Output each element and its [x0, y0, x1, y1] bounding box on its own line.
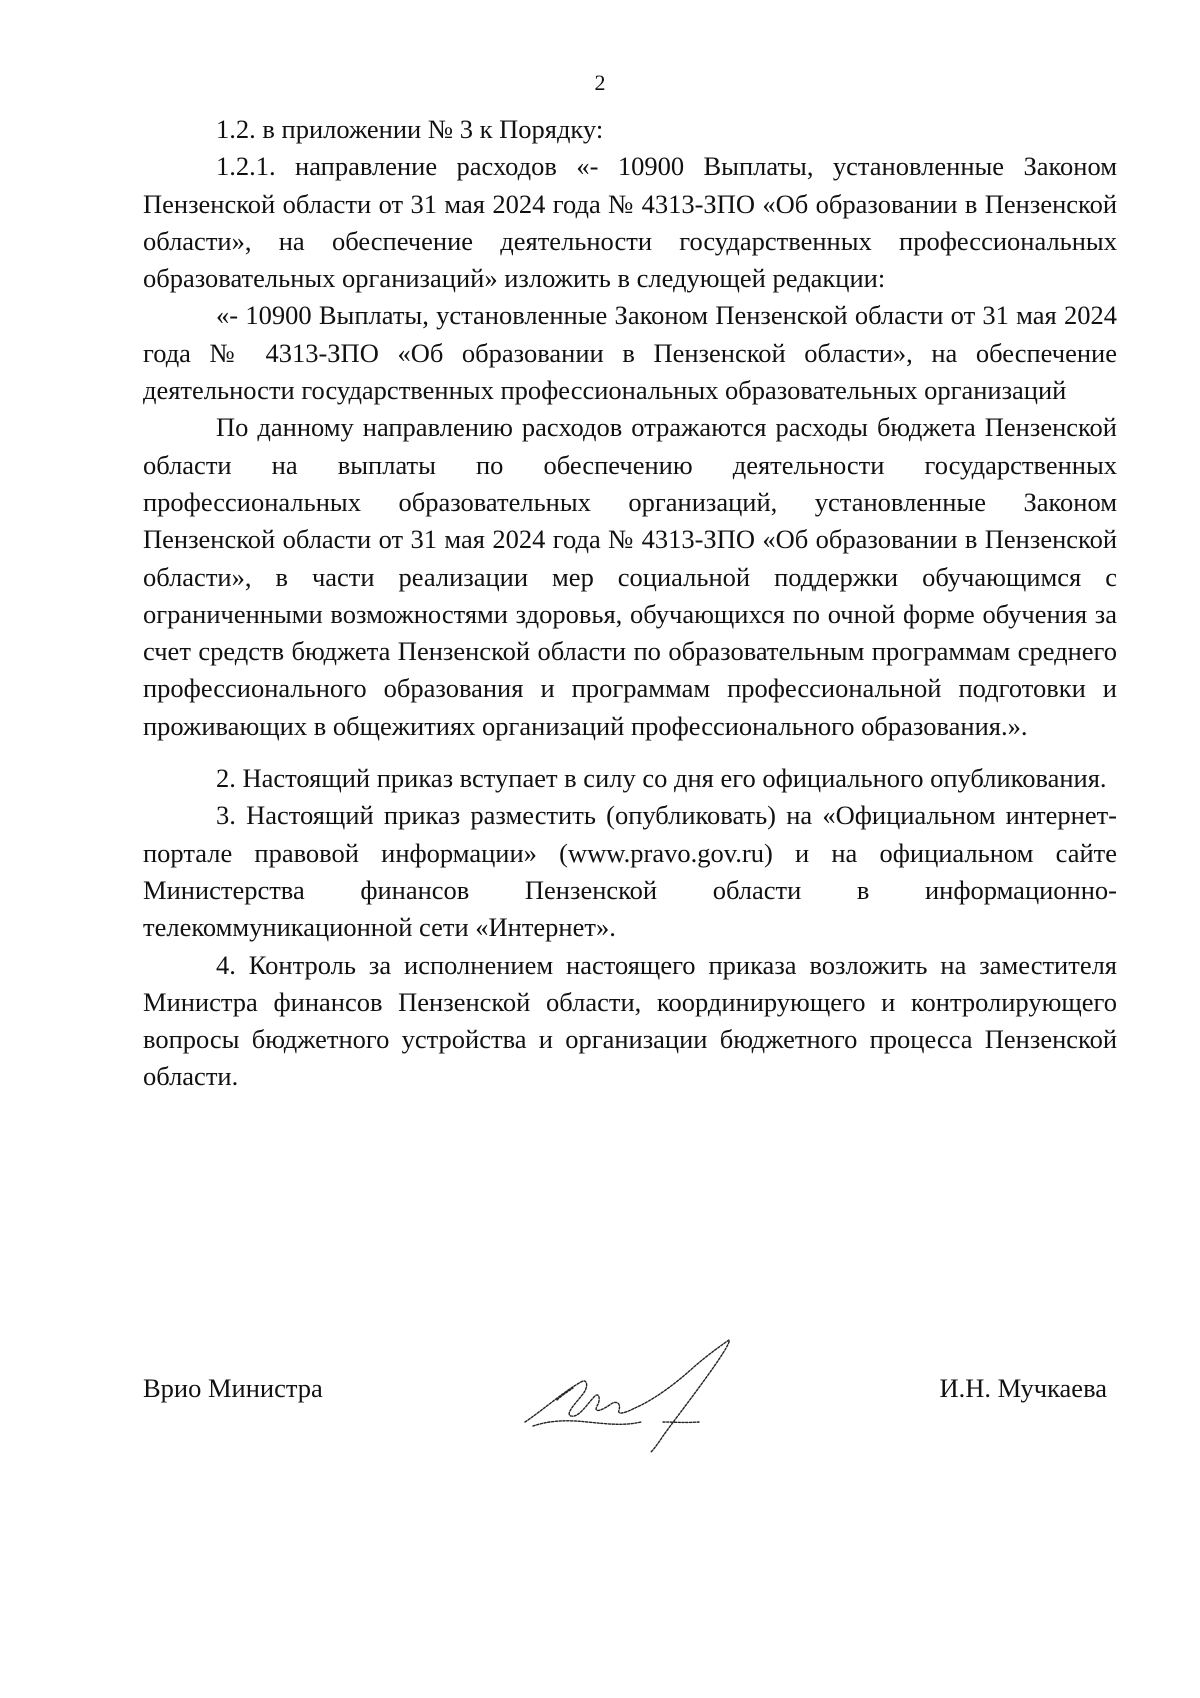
paragraph-4: 4. Контроль за исполнением настоящего приказа возложить на заместителя Министра финансов Пензенской области, координирующего и контролирующего вопросы бюджетного устройства и организации бюджетного процесса Пензенской области.: [143, 949, 1117, 1092]
page-number: 2: [594, 70, 606, 95]
paragraph-2: 2. Настоящий приказ вступает в силу со дня его официального опубликования.: [216, 763, 1107, 794]
paragraph-quoted-heading: «- 10900 Выплаты, установленные Законом Пензенской области от 31 мая 2024 года № 4313-ЗПО «Об образовании в Пензенской области», на обеспечение деятельности государственных профессиональных образовательных организаций: [143, 300, 1117, 406]
signatory-name: И.Н. Мучкаева: [939, 1373, 1107, 1403]
document-body: [143, 111, 1117, 1096]
handwritten-signature: [513, 1330, 753, 1460]
paragraph-1-2: 1.2. в приложении № 3 к Порядку:: [216, 114, 604, 144]
signatory-position: Врио Министра: [143, 1373, 323, 1403]
paragraph-quoted-description: По данному направлению расходов отражаются расходы бюджета Пензенской области на выплаты по обеспечению деятельности государственных профессиональных образовательных организаций, установленные Законом Пензенской области от 31 мая 2024 года № 4313-ЗПО «Об образовании в Пензенской области», в части реализации мер социальной поддержки обучающимся с ограниченными возможностями здоровья, обучающихся по очной форме обучения за счет средств бюджета Пензенской области по образовательным программам среднего профессионального образования и программам профессиональной подготовки и проживающих в общежитиях организаций профессионального образования.».: [143, 412, 1117, 741]
paragraph-3: 3. Настоящий приказ разместить (опубликовать) на «Официальном интернет-портале правовой информации» (www.pravo.gov.ru) и на официальном сайте Министерства финансов Пензенской области в информационно-телекоммуникационной сети «Интернет».: [143, 800, 1117, 943]
paragraph-1-2-1: 1.2.1. направление расходов «- 10900 Выплаты, установленные Законом Пензенской области от 31 мая 2024 года № 4313-ЗПО «Об образовании в Пензенской области», на обеспечение деятельности государственных профессиональных образовательных организаций» изложить в следующей редакции:: [143, 151, 1117, 294]
signature-block: [143, 1352, 1117, 1472]
